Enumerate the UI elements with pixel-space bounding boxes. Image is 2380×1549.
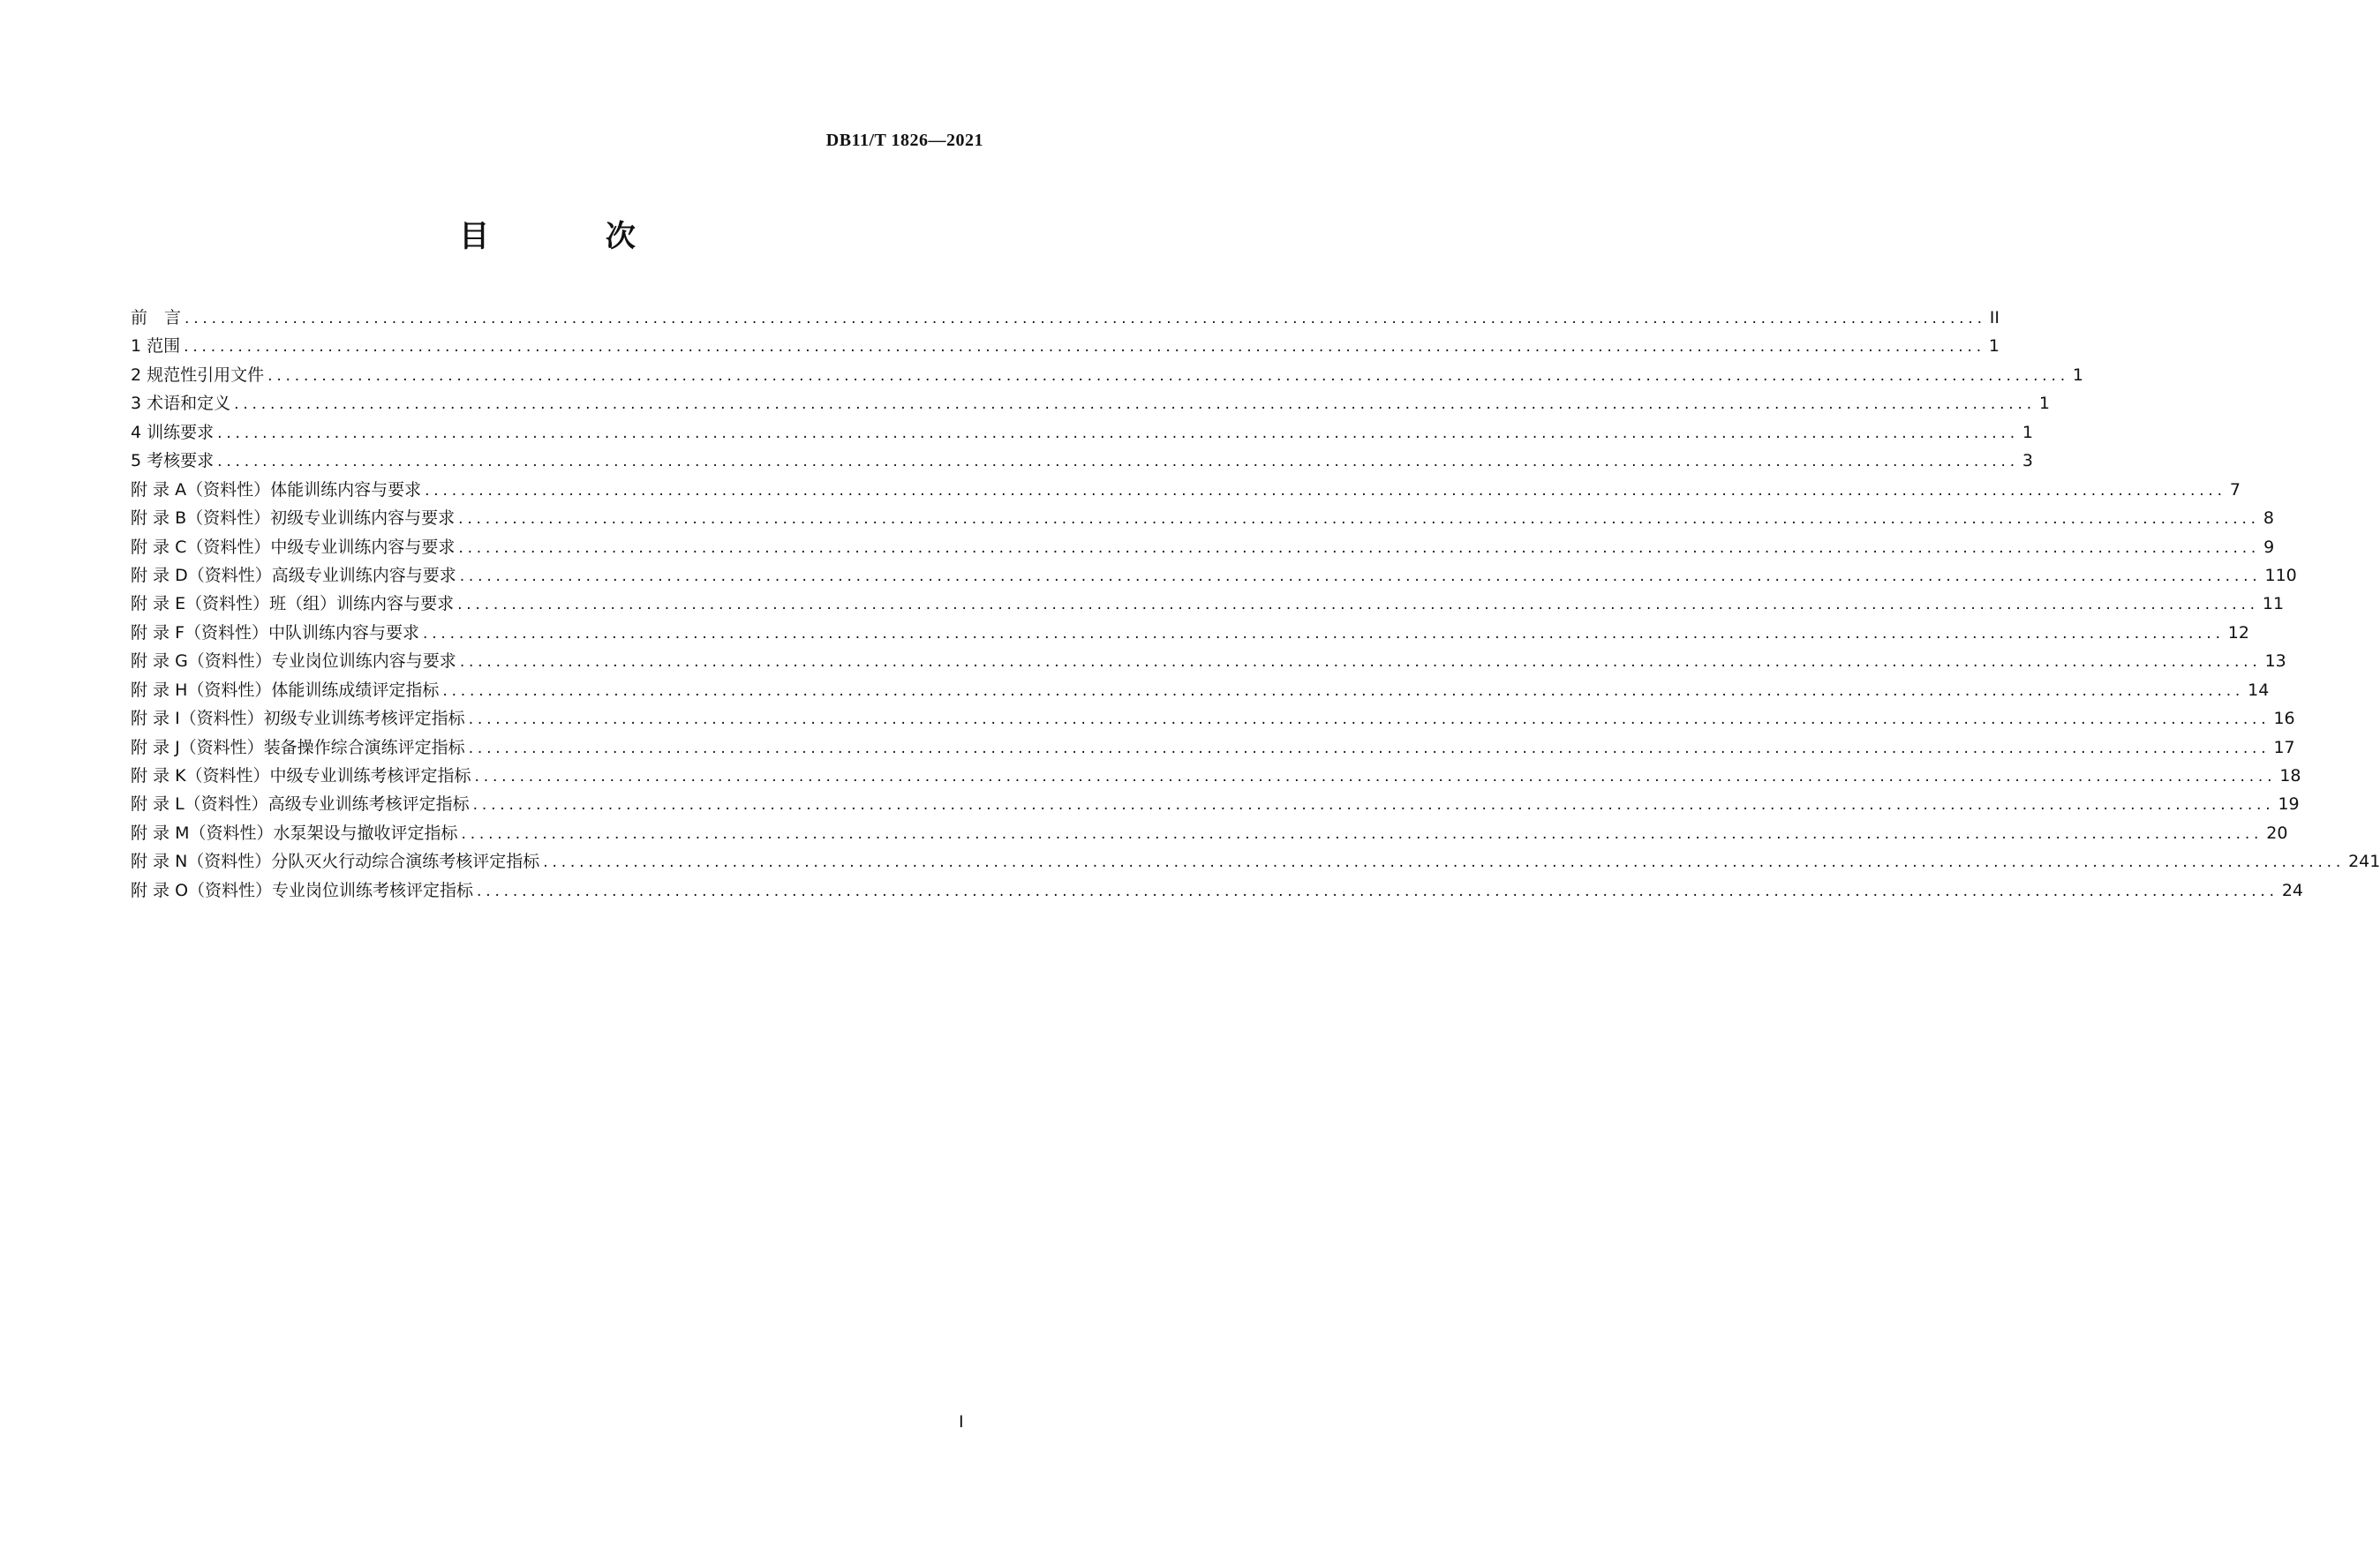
document-code: DB11/T 1826—2021 xyxy=(825,131,983,150)
toc-item[interactable] xyxy=(131,819,2288,847)
toc-leader-dots: ........................................................................................................................................................................................................ xyxy=(442,681,2245,700)
toc-leader-dots: ........................................................................................................................................................................................................ xyxy=(459,567,2262,585)
toc-item[interactable] xyxy=(131,447,2033,475)
toc-item[interactable] xyxy=(131,647,2286,675)
toc-item[interactable] xyxy=(131,704,2295,733)
toc-leader-dots: ........................................................................................................................................................................................................ xyxy=(461,824,2263,843)
toc-item[interactable] xyxy=(131,533,2275,561)
toc-item-label: 前 言 xyxy=(131,308,182,327)
toc-item[interactable] xyxy=(131,762,2301,790)
toc-leader-dots: ........................................................................................................................................................................................................ xyxy=(267,366,2069,385)
toc-item-label: 5 考核要求 xyxy=(131,451,215,471)
toc-leader-dots: ........................................................................................................................................................................................................ xyxy=(468,739,2271,757)
toc-item-label: 1 范围 xyxy=(131,336,181,357)
toc-item-label: 4 训练要求 xyxy=(131,422,215,442)
toc-leader-dots: ........................................................................................................................................................................................................ xyxy=(477,882,2278,900)
toc-item-label: 附 录 B（资料性）初级专业训练内容与要求 xyxy=(131,508,456,529)
toc-item[interactable] xyxy=(131,561,2297,590)
toc-item-page: 1 xyxy=(1988,336,2000,357)
toc-item-page: 24 xyxy=(2281,880,2303,900)
toc-item[interactable] xyxy=(131,676,2270,704)
toc-item[interactable] xyxy=(131,361,2083,389)
toc-leader-dots: ........................................................................................................................................................................................................ xyxy=(423,624,2225,643)
toc-item-page: 20 xyxy=(2266,823,2288,843)
toc-item-page: 17 xyxy=(2273,737,2295,757)
toc-leader-dots: ........................................................................................................................................................................................................ xyxy=(217,453,2019,471)
toc-item-label: 附 录 K（资料性）中级专业训练考核评定指标 xyxy=(131,766,471,786)
toc-item[interactable] xyxy=(131,733,2295,762)
toc-item-page: 18 xyxy=(2279,766,2301,786)
toc-item-label: 附 录 M（资料性）水泵架设与撤收评定指标 xyxy=(131,823,458,843)
toc-item-label: 2 规范性引用文件 xyxy=(131,365,265,385)
toc-item-label: 附 录 A（资料性）体能训练内容与要求 xyxy=(131,479,422,500)
toc-item[interactable] xyxy=(131,389,2050,417)
toc-item-page: 12 xyxy=(2227,622,2249,643)
toc-leader-dots: ........................................................................................................................................................................................................ xyxy=(472,796,2275,815)
toc-item-page: 1 xyxy=(2022,422,2033,442)
toc-item[interactable] xyxy=(131,790,2300,818)
toc-item[interactable] xyxy=(131,504,2274,532)
toc-leader-dots: ........................................................................................................................................................................................................ xyxy=(425,481,2226,500)
toc-leader-dots: ........................................................................................................................................................................................................ xyxy=(459,653,2262,672)
toc-item-label: 附 录 N（资料性）分队灭火行动综合演练考核评定指标 xyxy=(131,852,540,872)
toc-leader-dots: ........................................................................................................................................................................................................ xyxy=(185,310,1986,327)
page-number: I xyxy=(959,1412,964,1432)
toc-item-page: 13 xyxy=(2264,651,2286,672)
toc-item[interactable] xyxy=(131,418,2033,447)
toc-item-page: 7 xyxy=(2229,479,2241,500)
toc-item-page: 9 xyxy=(2263,537,2275,557)
toc-item-page: 3 xyxy=(2022,451,2033,471)
toc-leader-dots: ........................................................................................................................................................................................................ xyxy=(217,424,2019,442)
toc-item-label: 附 录 J（资料性）装备操作综合演练评定指标 xyxy=(131,737,465,757)
toc-item-label: 附 录 I（资料性）初级专业训练考核评定指标 xyxy=(131,709,465,729)
toc-item[interactable] xyxy=(131,590,2285,618)
toc-item[interactable] xyxy=(131,476,2241,504)
toc-item-label: 附 录 H（资料性）体能训练成绩评定指标 xyxy=(131,680,440,700)
toc-item-page: 241 xyxy=(2348,852,2380,872)
toc-item-page: 11 xyxy=(2262,594,2285,614)
toc-item-page: 19 xyxy=(2278,794,2300,815)
toc-leader-dots: ........................................................................................................................................................................................................ xyxy=(184,338,1985,357)
toc-item-page: 14 xyxy=(2248,680,2270,700)
toc-leader-dots: ........................................................................................................................................................................................................ xyxy=(474,768,2277,786)
toc-item-label: 附 录 F（资料性）中队训练内容与要求 xyxy=(131,622,420,643)
toc-item-page: 16 xyxy=(2273,709,2295,729)
toc-item-page: II xyxy=(1989,308,2000,327)
toc-title: 目 次 xyxy=(459,219,689,254)
toc-item-label: 附 录 G（资料性）专业岗位训练内容与要求 xyxy=(131,651,456,672)
toc-item-label: 附 录 E（资料性）班（组）训练内容与要求 xyxy=(131,594,455,614)
toc-item-label: 附 录 D（资料性）高级专业训练内容与要求 xyxy=(131,565,456,585)
toc-item-page: 110 xyxy=(2264,565,2297,585)
toc-item-label: 附 录 L（资料性）高级专业训练考核评定指标 xyxy=(131,794,470,815)
toc-item[interactable] xyxy=(131,304,2000,332)
toc-item[interactable] xyxy=(131,332,2000,360)
toc-item[interactable] xyxy=(131,619,2249,647)
toc-leader-dots: ........................................................................................................................................................................................................ xyxy=(468,711,2271,729)
toc-list xyxy=(131,304,2380,905)
toc-item-label: 3 术语和定义 xyxy=(131,394,231,414)
toc-item[interactable] xyxy=(131,847,2380,876)
toc-item-page: 1 xyxy=(2038,394,2050,414)
toc-leader-dots: ........................................................................................................................................................................................................ xyxy=(457,596,2259,614)
toc-item[interactable] xyxy=(131,876,2303,905)
toc-leader-dots: ........................................................................................................................................................................................................ xyxy=(458,538,2261,557)
toc-leader-dots: ........................................................................................................................................................................................................ xyxy=(234,395,2036,414)
toc-item-page: 8 xyxy=(2263,508,2274,529)
toc-item-label: 附 录 O（资料性）专业岗位训练考核评定指标 xyxy=(131,880,474,900)
toc-leader-dots: ........................................................................................................................................................................................................ xyxy=(458,510,2260,529)
toc-item-label: 附 录 C（资料性）中级专业训练内容与要求 xyxy=(131,537,456,557)
toc-item-page: 1 xyxy=(2072,365,2083,385)
toc-leader-dots: ........................................................................................................................................................................................................ xyxy=(543,853,2346,872)
